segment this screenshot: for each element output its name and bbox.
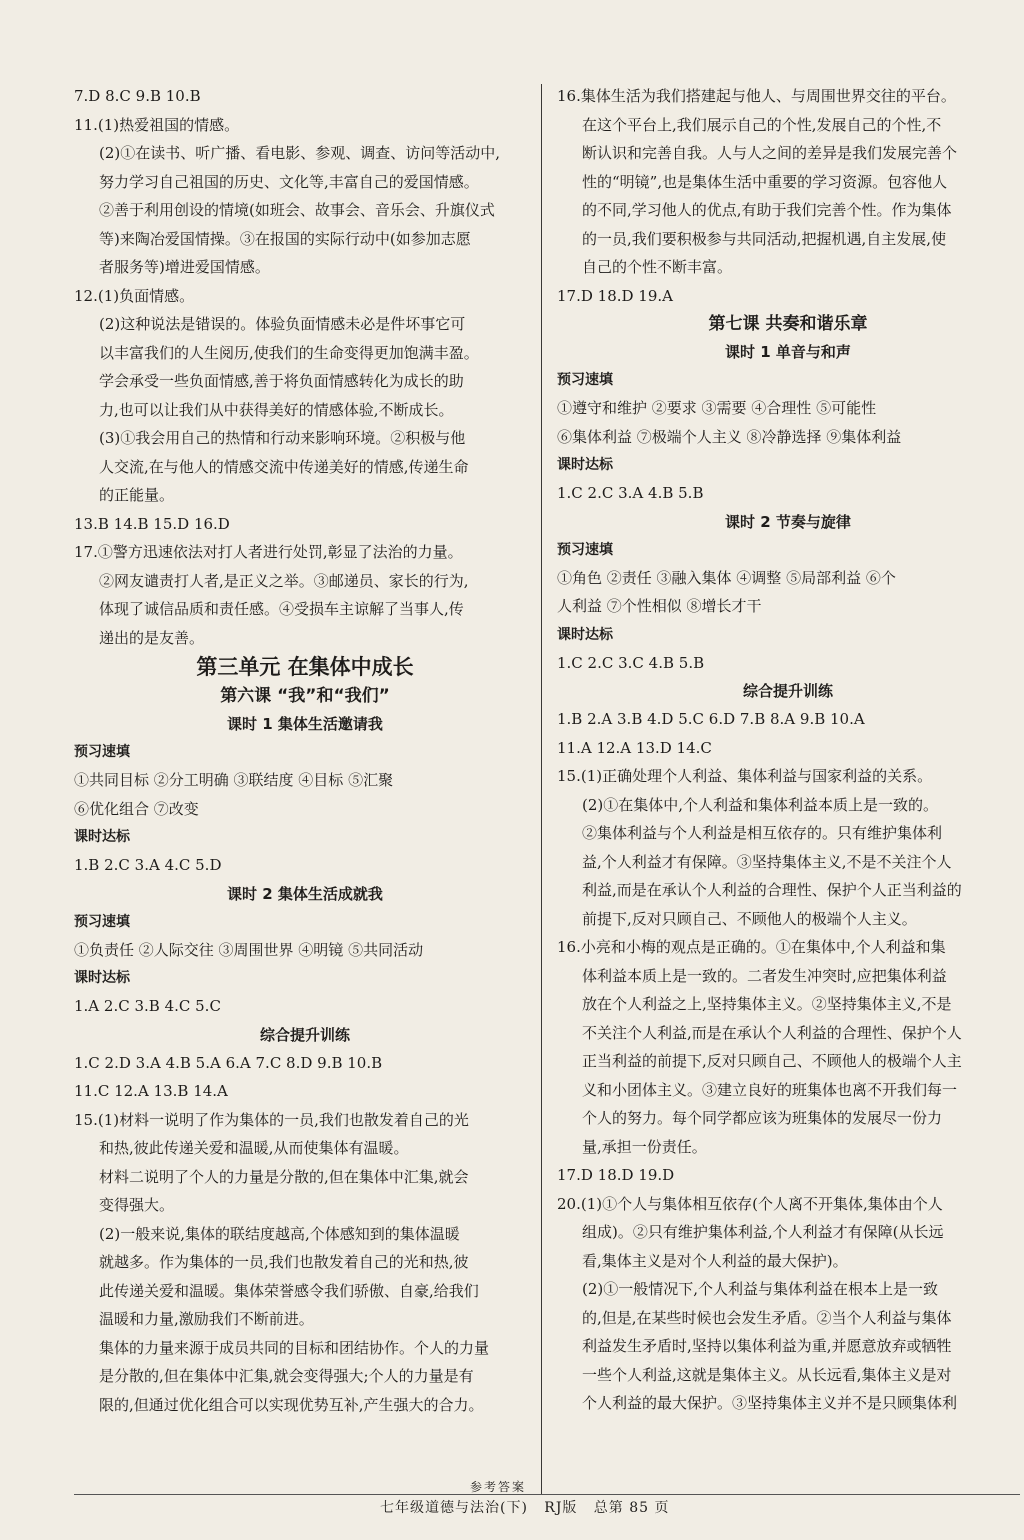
unit-title: 第三单元 在集体中成长 bbox=[196, 655, 414, 679]
answer-line: 组成)。②只有维护集体利益,个人利益才有保障(从长远 bbox=[582, 1223, 944, 1241]
answer-line: (2)这种说法是错误的。体验负面情感未必是件坏事它可 bbox=[99, 315, 466, 333]
answer-line: 利益发生矛盾时,坚持以集体利益为重,并愿意放弃或牺牲 bbox=[582, 1337, 952, 1355]
period-title: 课时 1 集体生活邀请我 bbox=[227, 715, 383, 733]
section-title: 综合提升训练 bbox=[742, 682, 833, 700]
section-label: 课时达标 bbox=[74, 970, 130, 986]
column-divider bbox=[541, 84, 542, 1494]
footer-info: 七年级道德与法治(下) RJ版 总第 85 页 bbox=[380, 1500, 670, 1516]
answer-line: 15.(1)正确处理个人利益、集体利益与国家利益的关系。 bbox=[557, 767, 933, 785]
answer-line: 自己的个性不断丰富。 bbox=[582, 258, 733, 276]
answer-line: (2)①在集体中,个人利益和集体利益本质上是一致的。 bbox=[582, 795, 939, 814]
answer-line: 20.(1)①个人与集体相互依存(个人离不开集体,集体由个人 bbox=[557, 1194, 943, 1213]
left-column bbox=[74, 82, 536, 1419]
answer-line: 材料二说明了个人的力量是分散的,但在集体中汇集,就会 bbox=[99, 1167, 469, 1186]
answer-line: 体利益本质上是一致的。二者发生冲突时,应把集体利益 bbox=[582, 966, 947, 985]
answer-line: 的,但是,在某些时候也会发生矛盾。②当个人利益与集体 bbox=[582, 1308, 952, 1327]
answer-line: 1.C 2.C 3.C 4.B 5.B bbox=[557, 653, 705, 672]
answer-line: ②集体利益与个人利益是相互依存的。只有维护集体利 bbox=[582, 824, 943, 842]
answer-line: 以丰富我们的人生阅历,使我们的生命变得更加饱满丰盈。 bbox=[99, 343, 479, 362]
section-label: 课时达标 bbox=[557, 457, 613, 473]
section-label: 课时达标 bbox=[74, 829, 130, 845]
answer-line: 努力学习自己祖国的历史、文化等,丰富自己的爱国情感。 bbox=[99, 172, 479, 191]
answer-line: 就越多。作为集体的一员,我们也散发着自己的光和热,彼 bbox=[99, 1253, 469, 1271]
answer-line: 个人利益的最大保护。③坚持集体主义并不是只顾集体利 bbox=[582, 1394, 958, 1412]
answer-line: ⑥集体利益 ⑦极端个人主义 ⑧冷静选择 ⑨集体利益 bbox=[557, 427, 902, 446]
lesson-title: 第六课 “我”和“我们” bbox=[220, 686, 390, 706]
answer-line: 在这个平台上,我们展示自己的个性,发展自己的个性,不 bbox=[582, 115, 942, 134]
answer-line: 断认识和完善自我。人与人之间的差异是我们发展完善个 bbox=[582, 144, 958, 162]
section-title: 综合提升训练 bbox=[259, 1025, 350, 1044]
answer-line: 的正能量。 bbox=[99, 486, 175, 504]
answer-line: 变得强大。 bbox=[99, 1196, 175, 1214]
answer-line: 是分散的,但在集体中汇集,就会变得强大;个人的力量是有 bbox=[99, 1367, 474, 1385]
answer-line: 体现了诚信品质和责任感。④受损车主谅解了当事人,传 bbox=[99, 600, 464, 618]
answer-line: ②善于利用创设的情境(如班会、故事会、音乐会、升旗仪式 bbox=[99, 201, 495, 219]
answer-line: (2)一般来说,集体的联结度越高,个体感知到的集体温暖 bbox=[99, 1224, 460, 1243]
answer-line: 17.①警方迅速依法对打人者进行处罚,彰显了法治的力量。 bbox=[74, 543, 463, 561]
answer-line: 性的“明镜”,也是集体生活中重要的学习资源。包容他人 bbox=[582, 172, 948, 191]
answer-line: 11.A 12.A 13.D 14.C bbox=[557, 738, 712, 757]
answer-line: ①负责任 ②人际交往 ③周围世界 ④明镜 ⑤共同活动 bbox=[74, 940, 424, 959]
section-label: 预习速填 bbox=[557, 372, 613, 388]
answer-line: 学会承受一些负面情感,善于将负面情感转化为成长的助 bbox=[99, 372, 464, 390]
answer-line: 温暖和力量,激励我们不断前进。 bbox=[99, 1310, 314, 1328]
section-label: 课时达标 bbox=[557, 626, 613, 643]
period-title: 课时 1 单音与和声 bbox=[725, 343, 851, 361]
period-title: 课时 2 节奏与旋律 bbox=[725, 512, 851, 531]
answer-line: 的一员,我们要积极参与共同活动,把握机遇,自主发展,使 bbox=[582, 229, 947, 248]
section-label: 预习速填 bbox=[557, 541, 613, 558]
answer-line: 11.C 12.A 13.B 14.A bbox=[74, 1082, 228, 1100]
answer-line: 前提下,反对只顾自己、不顾他人的极端个人主义。 bbox=[582, 909, 917, 928]
answer-line: 不关注个人利益,而是在承认个人利益的合理性、保护个人 bbox=[582, 1023, 962, 1042]
answer-line: 11.(1)热爱祖国的情感。 bbox=[74, 115, 240, 134]
answer-line: 16.集体生活为我们搭建起与他人、与周围世界交往的平台。 bbox=[557, 87, 956, 105]
answer-line: 的不同,学习他人的优点,有助于我们完善个性。作为集体 bbox=[582, 201, 952, 219]
answer-line: 者服务等)增进爱国情感。 bbox=[99, 258, 270, 276]
answer-line: 义和小团体主义。③建立良好的班集体也离不开我们每一 bbox=[582, 1080, 958, 1099]
period-title: 课时 2 集体生活成就我 bbox=[227, 884, 383, 903]
answer-line: 正当利益的前提下,反对只顾自己、不顾他人的极端个人主 bbox=[582, 1052, 962, 1070]
answer-line: 个人的努力。每个同学都应该为班集体的发展尽一份力 bbox=[582, 1109, 943, 1127]
right-column bbox=[557, 82, 1019, 1418]
answer-line: 17.D 18.D 19.D bbox=[557, 1166, 675, 1184]
answer-line: 递出的是友善。 bbox=[99, 628, 205, 647]
answer-line: 看,集体主义是对个人利益的最大保护)。 bbox=[582, 1251, 848, 1270]
answer-line: (3)①我会用自己的热情和行动来影响环境。②积极与他 bbox=[99, 429, 466, 447]
answer-line: 13.B 14.B 15.D 16.D bbox=[74, 514, 230, 533]
answer-line: 益,个人利益才有保障。③坚持集体主义,不是不关注个人 bbox=[582, 852, 952, 871]
answer-line: 限的,但通过优化组合可以实现优势互补,产生强大的合力。 bbox=[99, 1395, 484, 1414]
section-label: 预习速填 bbox=[74, 913, 130, 930]
answer-line: 力,也可以让我们从中获得美好的情感体验,不断成长。 bbox=[99, 400, 454, 419]
answer-line: 15.(1)材料一说明了作为集体的一员,我们也散发着自己的光 bbox=[74, 1110, 469, 1129]
answer-line: ①角色 ②责任 ③融入集体 ④调整 ⑤局部利益 ⑥个 bbox=[557, 568, 896, 587]
answer-line: (2)①一般情况下,个人利益与集体利益在根本上是一致 bbox=[582, 1280, 939, 1298]
answer-line: 12.(1)负面情感。 bbox=[74, 286, 195, 305]
answer-line: 17.D 18.D 19.A bbox=[557, 286, 673, 305]
footer-rule bbox=[74, 1494, 1020, 1495]
answer-line: 一些个人利益,这就是集体主义。从长远看,集体主义是对 bbox=[582, 1365, 952, 1384]
answer-line: 1.B 2.A 3.B 4.D 5.C 6.D 7.B 8.A 9.B 10.A bbox=[557, 710, 865, 728]
answer-line: 量,承担一份责任。 bbox=[582, 1137, 707, 1156]
answer-line: 和热,彼此传递关爱和温暖,从而使集体有温暖。 bbox=[99, 1139, 409, 1157]
answer-line: 16.小亮和小梅的观点是正确的。①在集体中,个人利益和集 bbox=[557, 938, 946, 956]
answer-line: 集体的力量来源于成员共同的目标和团结协作。个人的力量 bbox=[99, 1338, 490, 1357]
answer-line: 人交流,在与他人的情感交流中传递美好的情感,传递生命 bbox=[99, 457, 469, 476]
section-label: 预习速填 bbox=[74, 744, 130, 760]
answer-line: 放在个人利益之上,坚持集体主义。②坚持集体主义,不是 bbox=[582, 995, 952, 1013]
answer-line: 1.C 2.C 3.A 4.B 5.B bbox=[557, 484, 704, 502]
lesson-title: 第七课 共奏和谐乐章 bbox=[708, 314, 868, 334]
answer-line: ②网友谴责打人者,是正义之举。③邮递员、家长的行为, bbox=[99, 571, 469, 590]
answer-line: 此传递关爱和温暖。集体荣誉感令我们骄傲、自豪,给我们 bbox=[99, 1281, 479, 1300]
answer-line: 利益,而是在承认个人利益的合理性、保护个人正当利益的 bbox=[582, 881, 962, 899]
answer-line: 等)来陶冶爱国情操。③在报国的实际行动中(如参加志愿 bbox=[99, 229, 471, 248]
answer-line: ⑥优化组合 ⑦改变 bbox=[74, 799, 199, 818]
footer-title: 参考答案 bbox=[470, 1480, 527, 1494]
answer-line: 1.A 2.C 3.B 4.C 5.C bbox=[74, 997, 221, 1015]
answer-line: ①共同目标 ②分工明确 ③联结度 ④目标 ⑤汇聚 bbox=[74, 771, 394, 789]
answer-line: 1.C 2.D 3.A 4.B 5.A 6.A 7.C 8.D 9.B 10.B bbox=[74, 1053, 383, 1072]
answer-line: 1.B 2.C 3.A 4.C 5.D bbox=[74, 856, 222, 874]
answer-line: ①遵守和维护 ②要求 ③需要 ④合理性 ⑤可能性 bbox=[557, 399, 877, 417]
answer-line: 7.D 8.C 9.B 10.B bbox=[74, 87, 201, 105]
answer-line: 人利益 ⑦个性相似 ⑧增长才干 bbox=[557, 597, 762, 615]
answer-line: (2)①在读书、听广播、看电影、参观、调查、访问等活动中, bbox=[99, 144, 501, 162]
